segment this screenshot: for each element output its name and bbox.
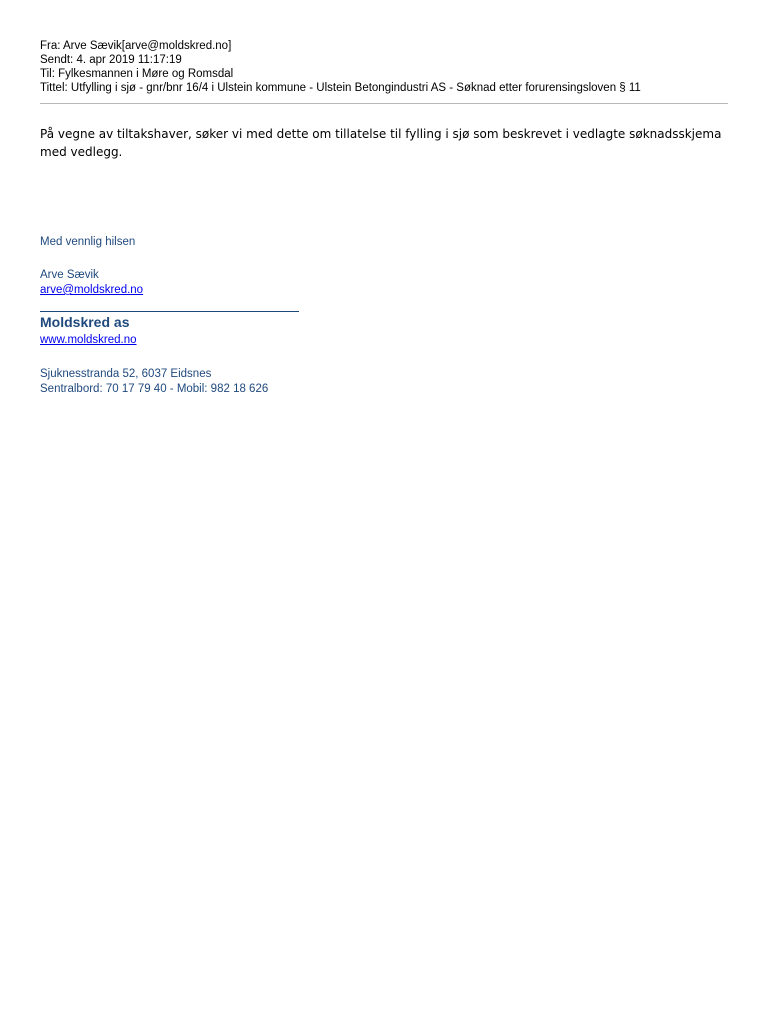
signature-address: Sjuknesstranda 52, 6037 Eidsnes [40,368,212,380]
signature-website-link[interactable]: www.moldskred.no [40,334,137,346]
header-to: Til: Fylkesmannen i Møre og Romsdal [40,68,234,80]
header-subject: Tittel: Utfylling i sjø - gnr/bnr 16/4 i Ulstein kommune - Ulstein Betongindustri AS - Søknad etter forurensingsloven § 11 [40,82,641,94]
signature-greeting: Med vennlig hilsen [40,236,136,248]
header-sent: Sendt: 4. apr 2019 11:17:19 [40,54,182,66]
email-body: På vegne av tiltakshaver, søker vi med dette om tillatelse til fylling i sjø som beskrevet i vedlagte søknadsskjema med vedlegg. [40,127,722,159]
signature-phone: Sentralbord: 70 17 79 40 - Mobil: 982 18 626 [40,383,269,395]
header-from: Fra: Arve Sævik[arve@moldskred.no] [40,40,232,52]
signature-email-link[interactable]: arve@moldskred.no [40,284,144,296]
signature-name: Arve Sævik [40,269,99,281]
signature-company: Moldskred as [40,314,130,330]
header-divider [40,103,728,104]
email-header [40,39,728,95]
signature-divider [40,311,299,312]
